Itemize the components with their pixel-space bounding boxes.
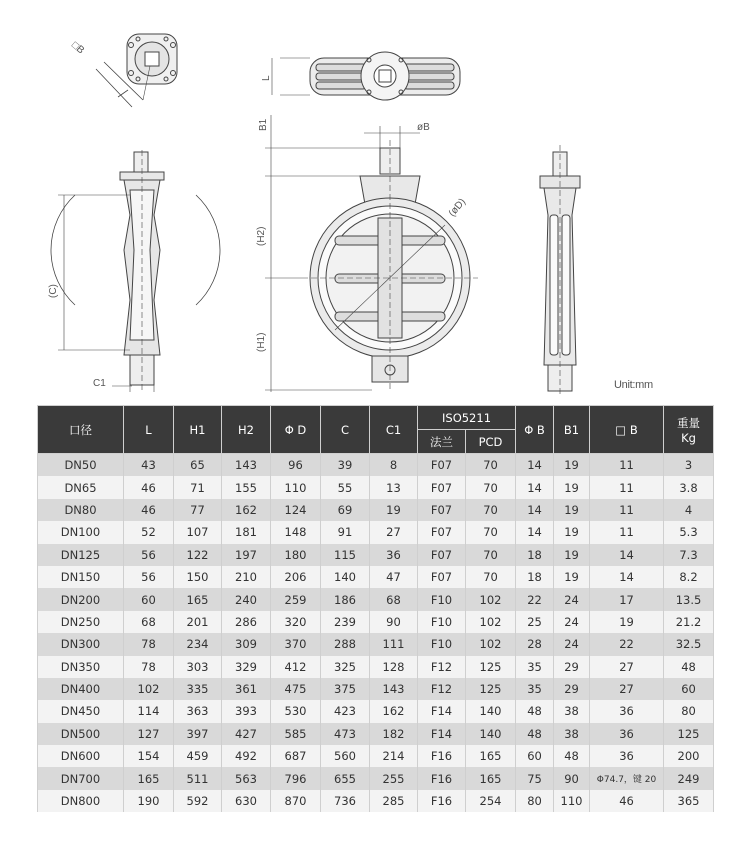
table-cell: DN450 [38, 700, 124, 722]
unit-label: Unit:mm [614, 379, 653, 391]
table-cell: 259 [271, 588, 321, 610]
table-cell: 563 [222, 767, 271, 789]
table-cell: 14 [516, 476, 554, 498]
table-cell: 303 [174, 656, 222, 678]
table-cell: DN500 [38, 723, 124, 745]
table-cell: 3 [664, 454, 714, 477]
table-cell: 511 [174, 767, 222, 789]
table-cell: 143 [370, 678, 418, 700]
table-cell: 24 [554, 633, 590, 655]
table-cell: 255 [370, 767, 418, 789]
table-cell: 361 [222, 678, 271, 700]
table-cell: 234 [174, 633, 222, 655]
valve-profile-view [540, 145, 580, 395]
table-cell: F12 [418, 656, 466, 678]
table-cell: 249 [664, 767, 714, 789]
table-cell: 114 [124, 700, 174, 722]
table-cell: 180 [271, 544, 321, 566]
table-cell: 13 [370, 476, 418, 498]
table-cell: 148 [271, 521, 321, 543]
table-cell: 492 [222, 745, 271, 767]
table-cell: 80 [664, 700, 714, 722]
valve-top-view [272, 52, 460, 100]
table-cell: DN150 [38, 566, 124, 588]
table-cell: 18 [516, 544, 554, 566]
table-cell: 70 [466, 499, 516, 521]
table-cell: 70 [466, 454, 516, 477]
table-row [38, 633, 714, 655]
table-cell: 28 [516, 633, 554, 655]
table-cell: F07 [418, 499, 466, 521]
table-cell: 111 [370, 633, 418, 655]
table-cell: DN80 [38, 499, 124, 521]
table-cell: 397 [174, 723, 222, 745]
table-cell: F16 [418, 745, 466, 767]
table-cell: 56 [124, 566, 174, 588]
table-cell: F10 [418, 588, 466, 610]
table-cell: 24 [554, 611, 590, 633]
table-cell: DN600 [38, 745, 124, 767]
table-cell: 11 [590, 476, 664, 498]
table-cell: 17 [590, 588, 664, 610]
table-cell: 365 [664, 790, 714, 812]
label-h2: (H2) [256, 226, 267, 246]
table-cell: 655 [321, 767, 370, 789]
table-cell: 78 [124, 633, 174, 655]
table-cell: 70 [466, 566, 516, 588]
table-row [38, 544, 714, 566]
table-cell: 140 [466, 700, 516, 722]
table-cell: 46 [590, 790, 664, 812]
table-cell: 165 [124, 767, 174, 789]
table-cell: 309 [222, 633, 271, 655]
table-cell: 102 [466, 633, 516, 655]
table-cell: 48 [554, 745, 590, 767]
table-cell: 11 [590, 499, 664, 521]
table-cell: 90 [554, 767, 590, 789]
table-row [38, 566, 714, 588]
header-h1: H1 [174, 406, 222, 454]
table-cell: F12 [418, 678, 466, 700]
table-cell: 592 [174, 790, 222, 812]
table-cell: 35 [516, 678, 554, 700]
table-cell: 165 [174, 588, 222, 610]
table-row [38, 678, 714, 700]
table-cell: 5.3 [664, 521, 714, 543]
header-weight-unit: Kg [681, 430, 696, 445]
table-cell: 77 [174, 499, 222, 521]
table-row [38, 611, 714, 633]
table-row [38, 656, 714, 678]
table-cell: 110 [271, 476, 321, 498]
table-cell: 186 [321, 588, 370, 610]
table-cell: 39 [321, 454, 370, 477]
header-flange: 法兰 [418, 430, 466, 454]
table-cell: 29 [554, 678, 590, 700]
table-cell: 796 [271, 767, 321, 789]
table-cell: 143 [222, 454, 271, 477]
table-cell: 71 [174, 476, 222, 498]
table-cell: 60 [516, 745, 554, 767]
table-cell: 47 [370, 566, 418, 588]
table-cell: DN200 [38, 588, 124, 610]
valve-technical-drawing [0, 0, 750, 400]
table-cell: 363 [174, 700, 222, 722]
table-cell: 329 [222, 656, 271, 678]
label-c1: C1 [93, 378, 106, 389]
table-cell: 182 [370, 723, 418, 745]
table-cell: 36 [590, 745, 664, 767]
table-cell: 27 [590, 656, 664, 678]
table-cell: 124 [271, 499, 321, 521]
table-cell: 870 [271, 790, 321, 812]
table-cell: 687 [271, 745, 321, 767]
table-cell: 190 [124, 790, 174, 812]
header-c1: C1 [370, 406, 418, 454]
table-cell: 530 [271, 700, 321, 722]
table-cell: 38 [554, 723, 590, 745]
table-cell: 32.5 [664, 633, 714, 655]
label-c: (C) [48, 284, 59, 298]
table-cell: 140 [321, 566, 370, 588]
table-cell: 36 [370, 544, 418, 566]
table-cell: 155 [222, 476, 271, 498]
table-cell: 19 [554, 499, 590, 521]
header-pcd: PCD [466, 430, 516, 454]
header-square-b: □ B [590, 406, 664, 454]
table-cell: 128 [370, 656, 418, 678]
table-cell: 8 [370, 454, 418, 477]
table-cell: DN250 [38, 611, 124, 633]
table-cell: DN400 [38, 678, 124, 700]
table-cell: Φ74.7，键 20 [590, 767, 664, 789]
table-cell: 125 [466, 656, 516, 678]
table-cell: 239 [321, 611, 370, 633]
table-row [38, 723, 714, 745]
table-cell: 46 [124, 499, 174, 521]
table-cell: 288 [321, 633, 370, 655]
table-cell: 459 [174, 745, 222, 767]
header-weight-label: 重量 [677, 415, 701, 430]
table-cell: 4 [664, 499, 714, 521]
table-row [38, 767, 714, 789]
table-cell: 475 [271, 678, 321, 700]
table-cell: 70 [466, 544, 516, 566]
label-square-b: □B [69, 39, 87, 57]
table-cell: F16 [418, 790, 466, 812]
table-cell: F10 [418, 611, 466, 633]
table-cell: DN125 [38, 544, 124, 566]
table-cell: 11 [590, 521, 664, 543]
table-cell: 14 [516, 454, 554, 477]
header-phi-d: Φ D [271, 406, 321, 454]
table-cell: 335 [174, 678, 222, 700]
table-cell: DN50 [38, 454, 124, 477]
table-cell: 60 [124, 588, 174, 610]
table-cell: 75 [516, 767, 554, 789]
table-cell: 36 [590, 723, 664, 745]
table-cell: 165 [466, 745, 516, 767]
table-cell: 13.5 [664, 588, 714, 610]
table-cell: 8.2 [664, 566, 714, 588]
table-cell: 96 [271, 454, 321, 477]
table-cell: 24 [554, 588, 590, 610]
table-row [38, 790, 714, 812]
table-cell: 68 [370, 588, 418, 610]
table-cell: 320 [271, 611, 321, 633]
table-cell: F07 [418, 454, 466, 477]
table-cell: DN300 [38, 633, 124, 655]
table-cell: 43 [124, 454, 174, 477]
table-cell: 14 [590, 544, 664, 566]
table-row [38, 745, 714, 767]
header-size: 口径 [38, 406, 124, 454]
table-cell: 102 [466, 588, 516, 610]
table-cell: 140 [466, 723, 516, 745]
table-cell: 27 [590, 678, 664, 700]
table-cell: 21.2 [664, 611, 714, 633]
table-cell: DN800 [38, 790, 124, 812]
stem-square-detail [96, 34, 177, 107]
table-cell: F14 [418, 723, 466, 745]
header-iso5211: ISO5211 [418, 406, 516, 430]
table-cell: 19 [590, 611, 664, 633]
table-row [38, 476, 714, 498]
table-cell: 11 [590, 454, 664, 477]
table-cell: 150 [174, 566, 222, 588]
table-cell: 254 [466, 790, 516, 812]
table-cell: 14 [516, 521, 554, 543]
table-cell: 48 [516, 723, 554, 745]
table-cell: 107 [174, 521, 222, 543]
header-weight [664, 406, 714, 454]
table-cell: 36 [590, 700, 664, 722]
header-c: C [321, 406, 370, 454]
table-cell: 181 [222, 521, 271, 543]
table-cell: 68 [124, 611, 174, 633]
table-cell: F07 [418, 566, 466, 588]
label-l: L [261, 75, 272, 81]
header-h2: H2 [222, 406, 271, 454]
table-cell: 25 [516, 611, 554, 633]
table-cell: DN100 [38, 521, 124, 543]
table-cell: 52 [124, 521, 174, 543]
table-cell: 165 [466, 767, 516, 789]
table-cell: 214 [370, 745, 418, 767]
table-cell: 18 [516, 566, 554, 588]
table-cell: F07 [418, 544, 466, 566]
table-cell: 48 [516, 700, 554, 722]
table-cell: DN350 [38, 656, 124, 678]
table-cell: 127 [124, 723, 174, 745]
table-cell: 55 [321, 476, 370, 498]
header-l: L [124, 406, 174, 454]
table-cell: 14 [516, 499, 554, 521]
valve-front-view [265, 115, 478, 392]
table-cell: 325 [321, 656, 370, 678]
header-phi-b: Φ B [516, 406, 554, 454]
table-cell: 206 [271, 566, 321, 588]
table-cell: 473 [321, 723, 370, 745]
table-cell: F14 [418, 700, 466, 722]
table-cell: DN65 [38, 476, 124, 498]
table-cell: 22 [590, 633, 664, 655]
table-cell: 19 [554, 521, 590, 543]
table-cell: 393 [222, 700, 271, 722]
table-cell: 560 [321, 745, 370, 767]
table-cell: 69 [321, 499, 370, 521]
table-cell: 22 [516, 588, 554, 610]
table-cell: 162 [222, 499, 271, 521]
table-cell: 427 [222, 723, 271, 745]
table-cell: 200 [664, 745, 714, 767]
table-body [38, 454, 714, 813]
table-cell: 240 [222, 588, 271, 610]
label-phi-b: øB [417, 122, 430, 133]
table-cell: 125 [466, 678, 516, 700]
table-cell: 91 [321, 521, 370, 543]
table-cell: 60 [664, 678, 714, 700]
table-cell: 201 [174, 611, 222, 633]
table-cell: 286 [222, 611, 271, 633]
table-cell: 162 [370, 700, 418, 722]
table-cell: 35 [516, 656, 554, 678]
table-cell: 19 [554, 566, 590, 588]
table-cell: 19 [554, 454, 590, 477]
table-row [38, 700, 714, 722]
table-cell: 90 [370, 611, 418, 633]
table-cell: 210 [222, 566, 271, 588]
table-cell: 102 [124, 678, 174, 700]
table-cell: DN700 [38, 767, 124, 789]
table-cell: 736 [321, 790, 370, 812]
table-cell: 27 [370, 521, 418, 543]
table-cell: 29 [554, 656, 590, 678]
table-cell: 375 [321, 678, 370, 700]
table-cell: 14 [590, 566, 664, 588]
table-cell: 285 [370, 790, 418, 812]
table-cell: 630 [222, 790, 271, 812]
table-cell: F07 [418, 521, 466, 543]
table-cell: 412 [271, 656, 321, 678]
table-cell: F16 [418, 767, 466, 789]
table-cell: 154 [124, 745, 174, 767]
table-cell: 46 [124, 476, 174, 498]
table-cell: 115 [321, 544, 370, 566]
table-cell: 65 [174, 454, 222, 477]
dimension-table [37, 405, 714, 812]
label-h1: (H1) [256, 332, 267, 352]
table-cell: 19 [554, 544, 590, 566]
table-cell: 197 [222, 544, 271, 566]
table-cell: F07 [418, 476, 466, 498]
table-cell: 48 [664, 656, 714, 678]
table-cell: 423 [321, 700, 370, 722]
table-cell: 19 [370, 499, 418, 521]
table-cell: 70 [466, 476, 516, 498]
header-b1: B1 [554, 406, 590, 454]
table-cell: 38 [554, 700, 590, 722]
table-cell: 122 [174, 544, 222, 566]
table-row [38, 499, 714, 521]
table-cell: 102 [466, 611, 516, 633]
table-row [38, 588, 714, 610]
table-cell: 19 [554, 476, 590, 498]
table-cell: 585 [271, 723, 321, 745]
label-b1: B1 [258, 118, 269, 131]
table-row [38, 521, 714, 543]
table-cell: 3.8 [664, 476, 714, 498]
valve-side-view [51, 150, 220, 392]
table-cell: 78 [124, 656, 174, 678]
table-cell: 56 [124, 544, 174, 566]
table-row [38, 454, 714, 477]
table-cell: 125 [664, 723, 714, 745]
table-cell: 110 [554, 790, 590, 812]
table-cell: 370 [271, 633, 321, 655]
table-cell: 80 [516, 790, 554, 812]
label-phi-d: (øD) [446, 196, 469, 219]
table-cell: F10 [418, 633, 466, 655]
table-cell: 7.3 [664, 544, 714, 566]
table-cell: 70 [466, 521, 516, 543]
